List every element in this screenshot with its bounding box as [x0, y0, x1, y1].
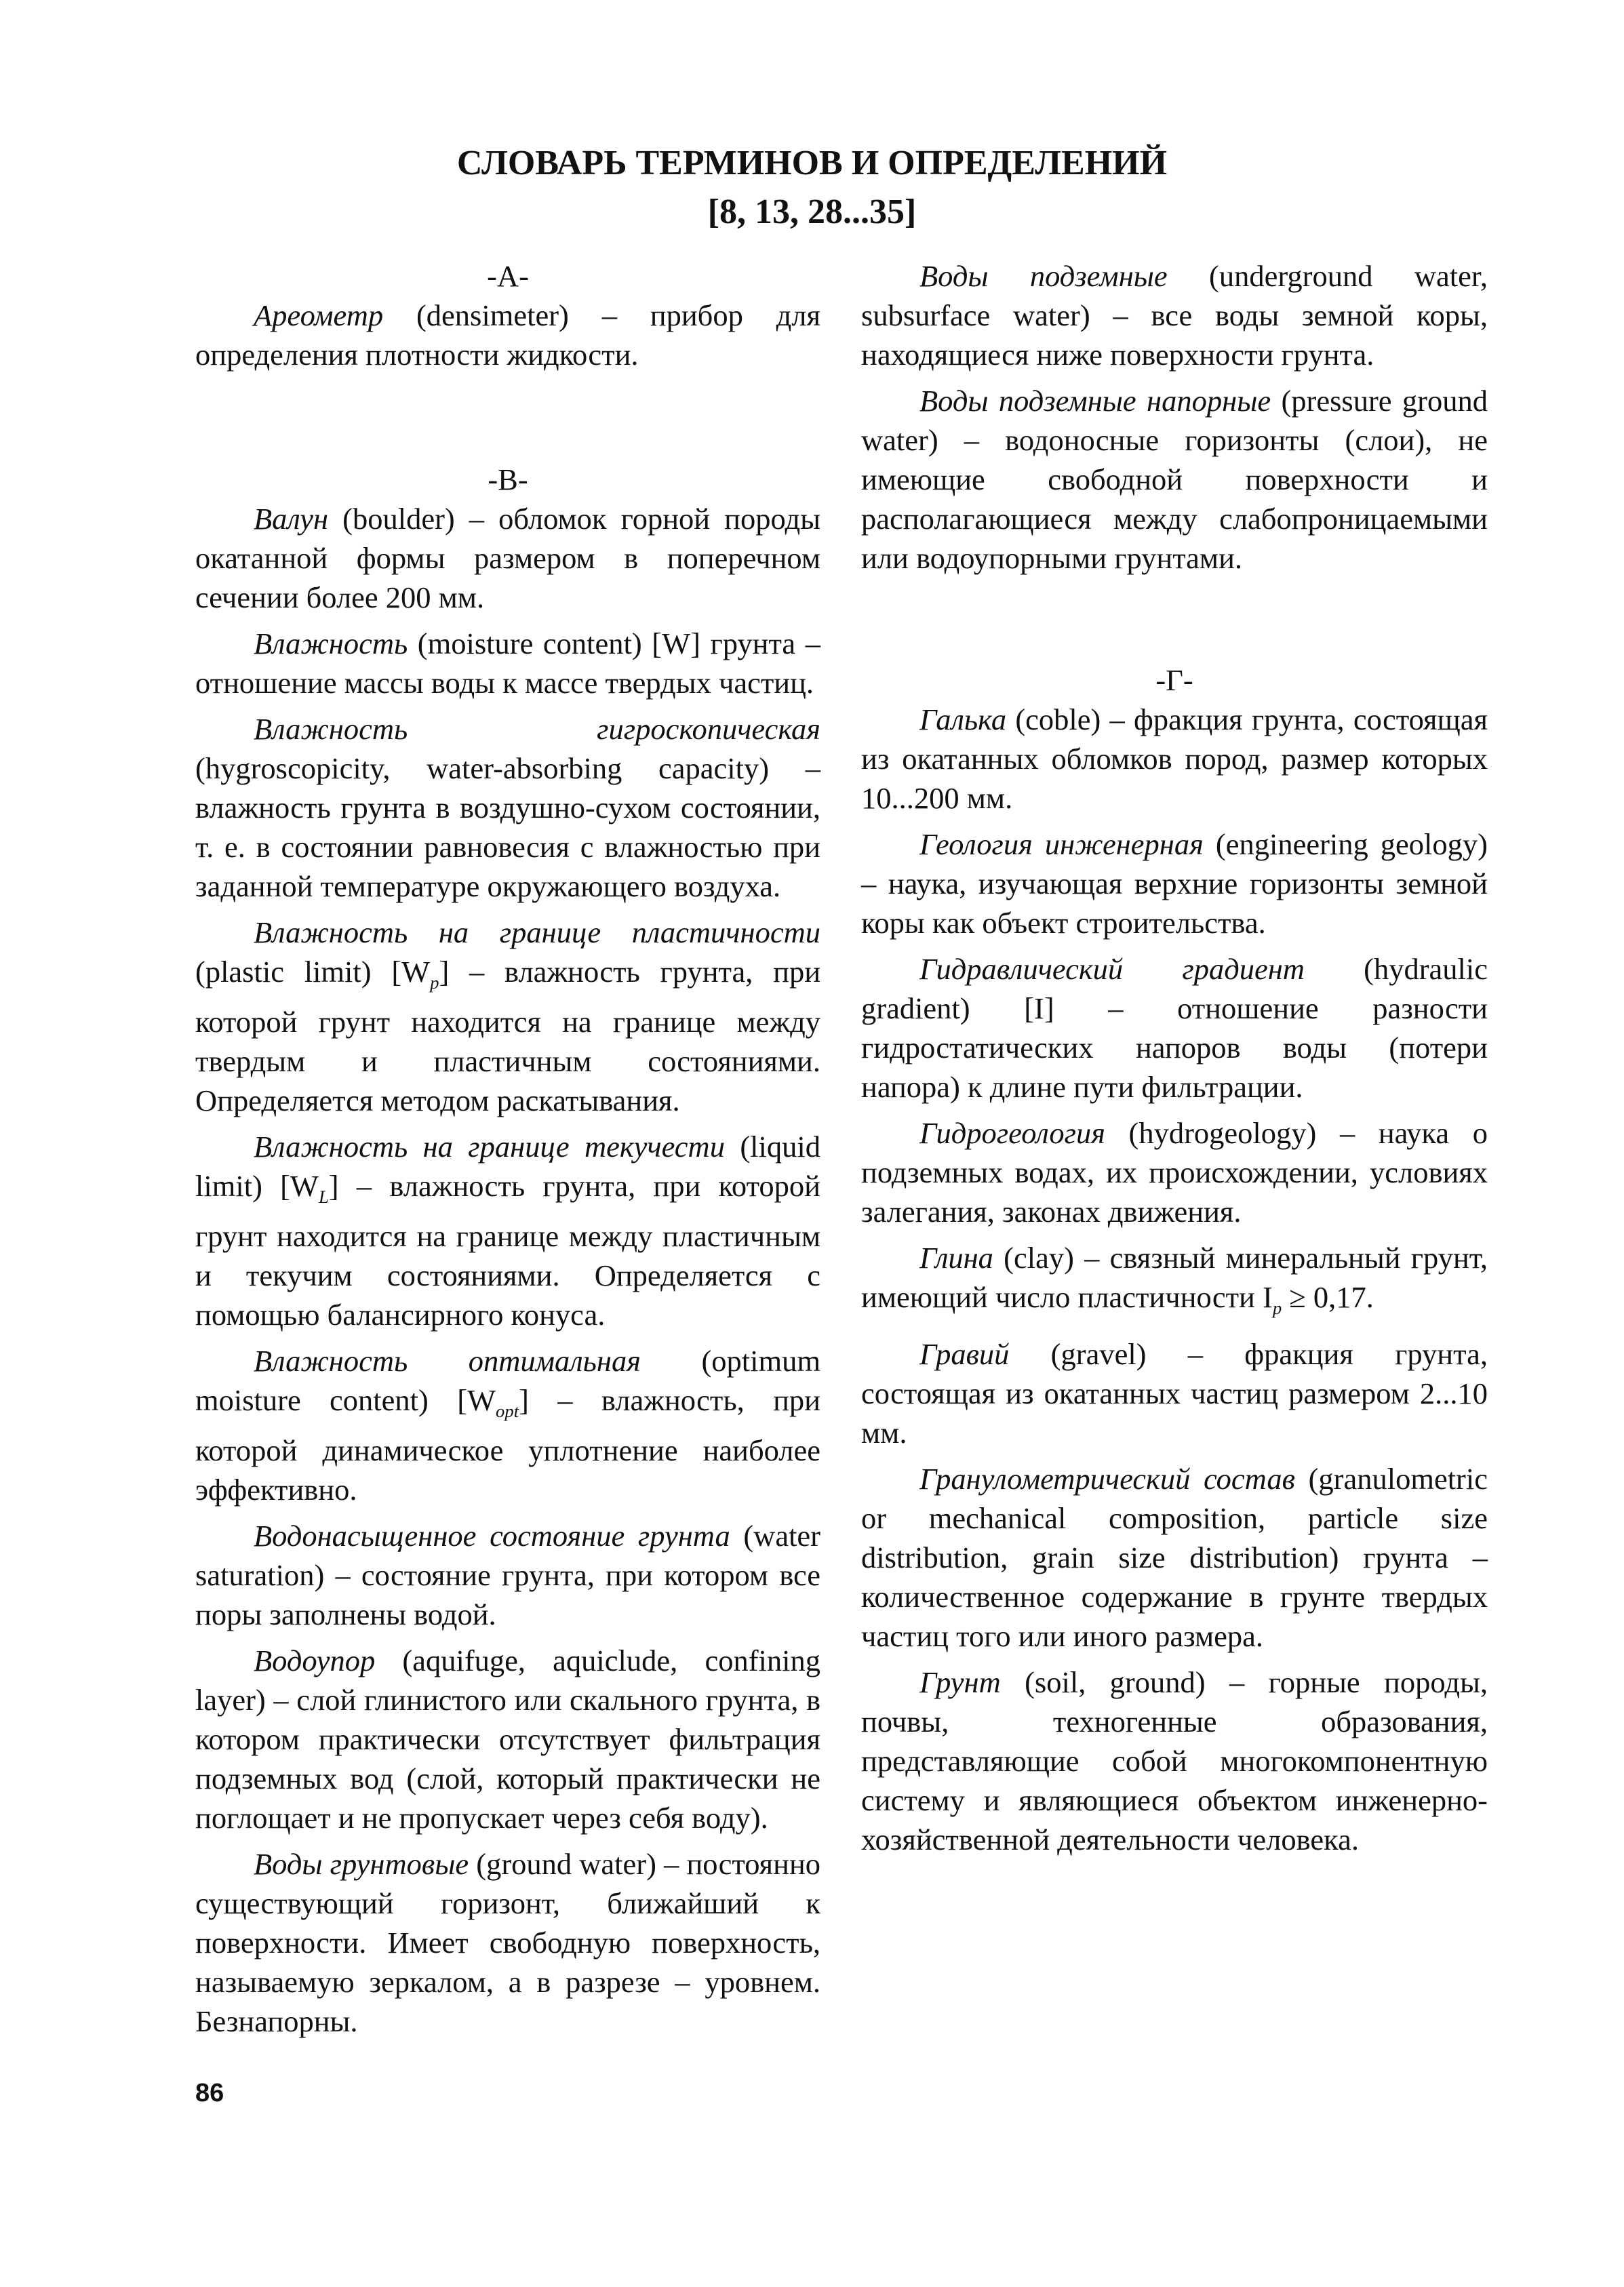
entry-definition: (hydrogeology) – наука о подземных водах, их происхождении, условиях залегания, законах движения.: [861, 1116, 1488, 1229]
glossary-entry: [861, 1663, 1488, 1859]
page-title: [0, 139, 1624, 237]
entry-term: Гидравлический градиент: [919, 952, 1305, 986]
entry-term: Водонасыщенное состояние грунта: [254, 1518, 730, 1553]
entry-definition: (underground water, subsurface water) – все воды земной коры, находящиеся ниже поверхности грунта.: [861, 259, 1488, 372]
glossary-entry: [195, 1341, 820, 1509]
glossary-entry: [195, 499, 820, 617]
entry-definition: (pressure ground water) – водоносные горизонты (слои), не имеющие свободной поверхности и располагающиеся между слабопроницаемыми или водоупорными грунтами.: [861, 384, 1488, 575]
subscript: L: [318, 1186, 329, 1207]
entry-definition: (densimeter) – прибор для определения плотности жидкости.: [195, 298, 820, 372]
glossary-entry: [195, 1641, 820, 1837]
entry-term: Воды подземные: [919, 259, 1168, 293]
title-line-1: СЛОВАРЬ ТЕРМИНОВ И ОПРЕДЕЛЕНИЙ: [456, 144, 1168, 182]
entry-definition-end: ≥ 0,17.: [1282, 1280, 1374, 1314]
entry-definition-start: (clay) – связный минеральный грунт, имеющий число пластичности I: [861, 1241, 1488, 1314]
glossary-entry: [861, 949, 1488, 1107]
right-column: [861, 256, 1488, 1866]
entry-definition-end: ] – влажность грунта, при которой грунт находится на границе между твердым и пластичным состояниями. Определяется методом раскатывания.: [195, 955, 821, 1117]
entry-term: Влажность на границе текучести: [254, 1129, 725, 1164]
glossary-entry: [861, 256, 1488, 374]
section-letter-g: -Г-: [1155, 663, 1193, 697]
entry-term: Геология инженерная: [919, 827, 1204, 861]
entry-term: Гидрогеология: [919, 1116, 1105, 1150]
entry-definition: (engineering geology) – наука, изучающая верхние горизонты земной коры как объект строительства.: [861, 827, 1488, 940]
entry-definition: (soil, ground) – горные породы, почвы, техногенные образования, представляющие собой многокомпонентную систему и являющиеся объектом инженерно-хозяйственной деятельности человека.: [861, 1665, 1488, 1856]
glossary-entry: [861, 1459, 1488, 1656]
entry-definition: (hydraulic gradient) [I] – отношение разности гидростатических напоров воды (потери напора) к длине пути фильтрации.: [861, 952, 1488, 1104]
entry-definition: (ground water) – постоянно существующий горизонт, ближайший к поверхности. Имеет свободную поверхность, называемую зеркалом, а в разрезе – уровнем. Безнапорны.: [195, 1846, 821, 2038]
subscript: p: [430, 972, 439, 993]
glossary-entry: [195, 296, 820, 374]
glossary-entry: [861, 381, 1488, 578]
glossary-entry: [861, 824, 1488, 942]
glossary-entry: [861, 1113, 1488, 1231]
entry-definition: (aquifuge, aquiclude, confining layer) – слой глинистого или скального грунта, в котором практически отсутствует фильтрация подземных вод (слой, который практически не поглощает и не пропускает через себя воду).: [195, 1643, 820, 1835]
glossary-entry: [861, 1238, 1488, 1328]
page-number: 86: [195, 2079, 224, 2107]
section-letter-a: -А-: [487, 259, 529, 293]
entry-definition: (coble) – фракция грунта, состоящая из окатанных обломков пород, размер которых 10...200 мм.: [861, 702, 1488, 815]
entry-term: Валун: [254, 502, 329, 536]
entry-term: Воды подземные напорные: [919, 384, 1271, 418]
subscript: opt: [496, 1400, 519, 1421]
glossary-entry: [861, 1334, 1488, 1452]
entry-definition: (hygroscopicity, water-absorbing capacity) – влажность грунта в воздушно-сухом состоянии, т. е. в состоянии равновесия с влажностью при заданной температуре окружающего воздуха.: [195, 751, 820, 903]
section-letter-v: -В-: [488, 462, 528, 496]
title-line-2: [8, 13, 28...35]: [707, 193, 917, 231]
entry-definition-end: ] – влажность грунта, при которой грунт находится на границе между пластичным и текучим состояниями. Определяется с помощью балансирного конуса.: [195, 1168, 820, 1332]
entry-term: Водоупор: [254, 1643, 376, 1677]
entry-term: Влажность гигроскопическая: [254, 712, 820, 746]
entry-definition-start: (liquid limit) [W: [195, 1129, 820, 1203]
section-gap: [861, 584, 1488, 660]
entry-term: Грунт: [919, 1665, 1001, 1699]
glossary-entry: [861, 700, 1488, 818]
entry-term: Ареометр: [254, 298, 384, 332]
entry-term: Влажность: [254, 627, 408, 660]
glossary-entry: [195, 624, 820, 702]
glossary-entry: [195, 709, 820, 906]
entry-definition-start: (optimum moisture content) [W: [195, 1343, 820, 1417]
entry-definition-start: (plastic limit) [W: [195, 955, 431, 989]
entry-term: Гравий: [919, 1336, 1010, 1371]
entry-definition: (water saturation) – состояние грунта, при котором все поры заполнены водой.: [195, 1518, 821, 1631]
glossary-entry: [195, 1127, 820, 1334]
entry-definition: (gravel) – фракция грунта, состоящая из окатанных частиц размером 2...10 мм.: [861, 1336, 1488, 1450]
entry-definition: (moisture content) [W] грунта – отношение массы воды к массе твердых частиц.: [195, 627, 820, 700]
entry-term: Глина: [919, 1241, 993, 1275]
entry-definition: (granulometric or mechanical composition, particle size distribution, grain size distribution) грунта – количественное содержание в грунте твердых частиц того или иного размера.: [861, 1461, 1488, 1653]
left-column: [195, 256, 820, 2048]
glossary-entry: [195, 1844, 820, 2041]
entry-term: Галька: [919, 702, 1007, 736]
entry-definition-end: ] – влажность, при которой динамическое уплотнение наиболее эффективно.: [195, 1383, 820, 1507]
entry-term: Влажность на границе пластичности: [254, 915, 820, 949]
glossary-entry: [195, 1516, 820, 1634]
entry-term: Гранулометрический состав: [919, 1461, 1295, 1496]
subscript: p: [1272, 1297, 1282, 1318]
entry-term: Воды грунтовые: [254, 1846, 469, 1881]
entry-term: Влажность оптимальная: [254, 1343, 641, 1378]
section-gap: [195, 381, 820, 460]
glossary-entry: [195, 913, 820, 1120]
entry-definition: (boulder) – обломок горной породы окатанной формы размером в поперечном сечении более 200 мм.: [195, 502, 820, 614]
